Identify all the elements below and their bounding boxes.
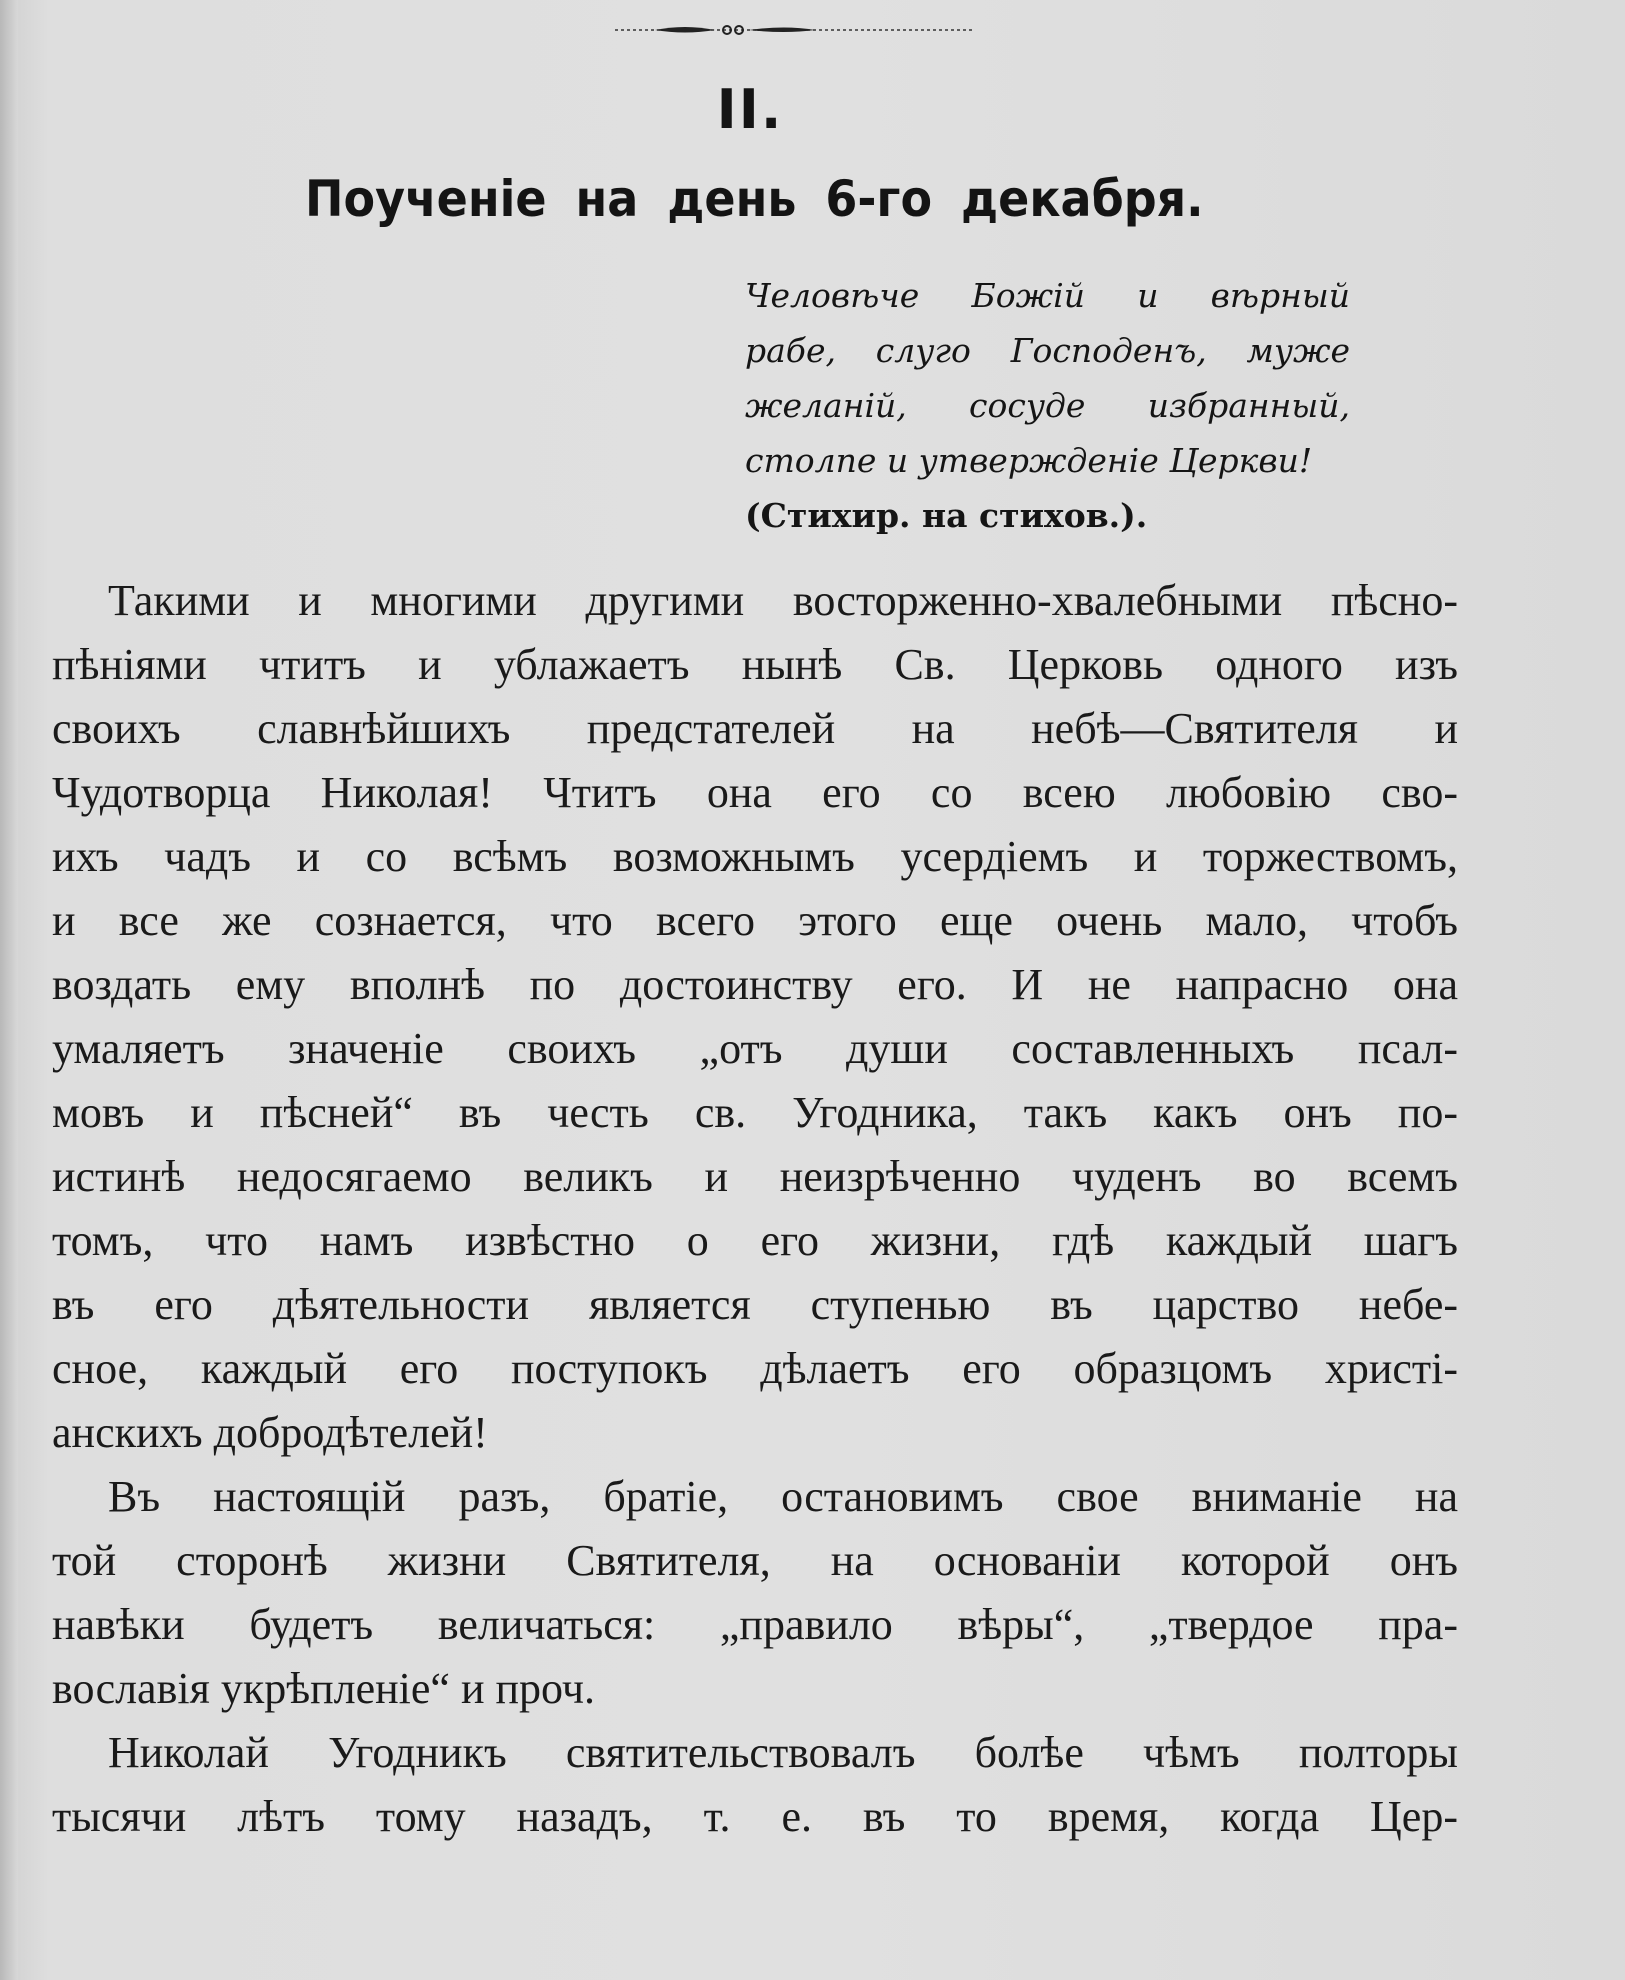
text-line: своихъ славнѣйшихъ предстателей на небѣ—Святителя и <box>52 704 1458 753</box>
epigraph-line: Человѣче Божій и вѣрный <box>745 276 1350 315</box>
text-line: той сторонѣ жизни Святителя, на основаніи которой онъ <box>52 1536 1458 1585</box>
text-line: Въ настоящій разъ, братіе, остановимъ свое вниманіе на <box>108 1472 1458 1521</box>
text-line: воздать ему вполнѣ по достоинству его. И не напрасно она <box>52 960 1458 1009</box>
text-line: тысячи лѣтъ тому назадъ, т. е. въ то время, когда Цер- <box>52 1792 1458 1841</box>
text-line: ихъ чадъ и со всѣмъ возможнымъ усердіемъ и торжествомъ, <box>52 832 1458 881</box>
text-line: сное, каждый его поступокъ дѣлаетъ его образцомъ христі- <box>52 1344 1458 1393</box>
epigraph-line: столпе и утвержденіе Церкви! <box>745 441 1313 480</box>
epigraph <box>745 268 1350 543</box>
body-text <box>52 569 1458 1849</box>
text-line: томъ, что намъ извѣстно о его жизни, гдѣ каждый шагъ <box>52 1216 1458 1265</box>
text-line: навѣки будетъ величаться: „правило вѣры“, „твердое пра- <box>52 1600 1458 1649</box>
text-line: Чудотворца Николая! Чтитъ она его со всею любовію сво- <box>52 768 1458 817</box>
text-line: умаляетъ значеніе своихъ „отъ души составленныхъ псал- <box>52 1024 1458 1073</box>
text-line: мовъ и пѣсней“ въ честь св. Угодника, такъ какъ онъ по- <box>52 1088 1458 1137</box>
page-edge-shadow <box>0 0 18 1980</box>
text-line: анскихъ добродѣтелей! <box>52 1408 488 1457</box>
section-number: II. <box>716 78 784 141</box>
epigraph-line: желаній, сосуде избранный, <box>745 386 1350 425</box>
epigraph-source: (Стихир. на стихов.). <box>745 496 1148 535</box>
text-line: вославія укрѣпленіе“ и проч. <box>52 1664 596 1713</box>
text-line: и все же сознается, что всего этого еще очень мало, чтобъ <box>52 896 1458 945</box>
page-title: Поученіе на день 6-го декабря. <box>305 170 1204 228</box>
text-line: пѣніями чтитъ и ублажаетъ нынѣ Св. Церковь одного изъ <box>52 640 1458 689</box>
text-line: истинѣ недосягаемо великъ и неизрѣченно чуденъ во всемъ <box>52 1152 1458 1201</box>
divider-ornament <box>615 22 975 38</box>
text-line: Такими и многими другими восторженно-хвалебными пѣсно- <box>108 576 1458 625</box>
text-line: Николай Угодникъ святительствовалъ болѣе чѣмъ полторы <box>108 1728 1458 1777</box>
text-line: въ его дѣятельности является ступенью въ царство небе- <box>52 1280 1458 1329</box>
epigraph-line: рабе, слуго Господенъ, муже <box>745 331 1350 370</box>
